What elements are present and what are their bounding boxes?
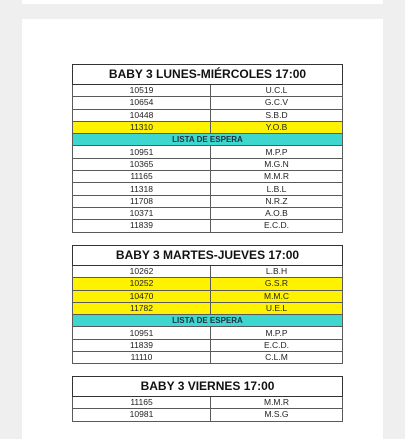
member-code: Y.O.B <box>211 121 343 133</box>
table-row <box>73 85 343 97</box>
waitlist-row <box>73 195 343 207</box>
document-page <box>22 19 383 439</box>
waitlist-label: LISTA DE ESPERA <box>73 134 343 146</box>
member-id: 11165 <box>73 171 211 183</box>
table-title-row <box>73 246 343 266</box>
member-id: 11310 <box>73 121 211 133</box>
table-title: BABY 3 LUNES-MIÉRCOLES 17:00 <box>73 65 343 85</box>
member-id: 10371 <box>73 207 211 219</box>
waitlist-row <box>73 220 343 232</box>
member-code: M.M.C <box>211 290 343 302</box>
table-row <box>73 109 343 121</box>
member-id: 10951 <box>73 327 211 339</box>
waitlist-row <box>73 352 343 364</box>
member-code: L.B.L <box>211 183 343 195</box>
member-id: 11839 <box>73 339 211 351</box>
table-row-highlighted <box>73 121 343 133</box>
member-id: 11708 <box>73 195 211 207</box>
member-id: 11110 <box>73 352 211 364</box>
waitlist-row <box>73 339 343 351</box>
member-code: E.C.D. <box>211 220 343 232</box>
table-title-row <box>73 65 343 85</box>
previous-page-edge <box>22 0 383 4</box>
table-title: BABY 3 VIERNES 17:00 <box>73 377 343 397</box>
member-id: 10470 <box>73 290 211 302</box>
member-id: 11165 <box>73 397 211 409</box>
member-code: U.E.L <box>211 302 343 314</box>
member-id: 11782 <box>73 302 211 314</box>
member-code: S.B.D <box>211 109 343 121</box>
table-row <box>73 97 343 109</box>
member-id: 10448 <box>73 109 211 121</box>
waitlist-header-row <box>73 134 343 146</box>
waitlist-row <box>73 207 343 219</box>
member-code: A.O.B <box>211 207 343 219</box>
waitlist-row <box>73 171 343 183</box>
waitlist-row <box>73 327 343 339</box>
member-code: L.B.H <box>211 266 343 278</box>
member-code: M.P.P <box>211 327 343 339</box>
member-id: 10519 <box>73 85 211 97</box>
table-row <box>73 397 343 409</box>
member-code: M.P.P <box>211 146 343 158</box>
waitlist-row <box>73 146 343 158</box>
member-code: E.C.D. <box>211 339 343 351</box>
waitlist-row <box>73 158 343 170</box>
schedule-table-martes-jueves <box>72 245 343 364</box>
waitlist-row <box>73 183 343 195</box>
member-code: C.L.M <box>211 352 343 364</box>
table-title: BABY 3 MARTES-JUEVES 17:00 <box>73 246 343 266</box>
member-id: 10981 <box>73 409 211 421</box>
member-id: 10365 <box>73 158 211 170</box>
member-code: M.M.R <box>211 171 343 183</box>
member-code: M.G.N <box>211 158 343 170</box>
table-row-highlighted <box>73 302 343 314</box>
member-id: 10951 <box>73 146 211 158</box>
member-id: 10654 <box>73 97 211 109</box>
member-code: N.R.Z <box>211 195 343 207</box>
schedule-table-viernes <box>72 376 343 422</box>
member-id: 10262 <box>73 266 211 278</box>
member-code: U.C.L <box>211 85 343 97</box>
member-code: G.S.R <box>211 278 343 290</box>
table-row <box>73 266 343 278</box>
waitlist-header-row <box>73 315 343 327</box>
schedule-table-lunes-miercoles <box>72 64 343 233</box>
member-code: M.M.R <box>211 397 343 409</box>
waitlist-label: LISTA DE ESPERA <box>73 315 343 327</box>
table-row-highlighted <box>73 290 343 302</box>
member-code: G.C.V <box>211 97 343 109</box>
member-id: 11839 <box>73 220 211 232</box>
member-id: 11318 <box>73 183 211 195</box>
table-row <box>73 409 343 421</box>
table-title-row <box>73 377 343 397</box>
table-row-highlighted <box>73 278 343 290</box>
member-code: M.S.G <box>211 409 343 421</box>
member-id: 10252 <box>73 278 211 290</box>
